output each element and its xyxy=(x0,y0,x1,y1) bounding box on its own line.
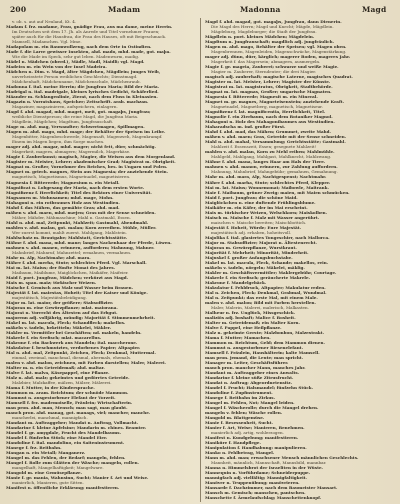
entry-continuation: Magnetnadel, Magnetberg, magnetisch, Magnetiseur. xyxy=(211,104,323,110)
dictionary-entry: Magie f. Zauberkunst; magisch, Magier, die Weisen aus dem Morgenland. xyxy=(6,154,176,160)
dictionary-entry: manch pron. mancher Mann, manches Jahr. xyxy=(205,365,306,371)
dictionary-entry: Malve f. lat. malva, Käsepappel, eine Pflanze. xyxy=(6,370,110,376)
dictionary-entry: Maische f. Gemisch aus Malz und Wasser beim Brauen. xyxy=(6,284,134,290)
entry-continuation: mangelhaft, Mangelhaftigkeit; Mangelware. xyxy=(12,465,104,471)
dictionary-entry: Mandarine f. kleine Apfelsine; Mandarin m. chines. Beamter. xyxy=(6,425,147,431)
dictionary-entry: Magen m. ahd. mago, mhd. mage; der Behälter der Speisen im Leibe. xyxy=(6,129,166,135)
dictionary-entry: Mangold m. Blattgemüse. xyxy=(205,415,265,421)
dictionary-entry: Mahd f. das Mähen, das gemähte Gras; ahd. mad. xyxy=(6,204,120,210)
entry-continuation: manierlich adj. artig, wohlerzogen. xyxy=(211,430,284,436)
dictionary-entry: Mandant m. Auftraggeber; Mandat n. Auftrag, Vollmacht. xyxy=(6,420,139,426)
dictionary-entry: Malheur n. frz. Unglück, Missgeschick. xyxy=(205,309,296,315)
dictionary-entry: Majorität f. Mehrheit; Minorität, Minderheit. xyxy=(205,249,309,255)
entry-continuation: Mäher, Mähder, Mähmaschine; Mahl n. Gastmahl, Essen. xyxy=(12,214,131,220)
dictionary-entry: Makel m. lat. macula, Fleck, Schande; makellos, rein. xyxy=(205,259,329,265)
dictionary-entry: Mais m. span. maiz; türkischer Weizen. xyxy=(6,279,97,285)
dictionary-entry: Manege f. frz. Reitbahn. xyxy=(6,445,62,451)
dictionary-entry: Mai m. lat. Maius; der fünfte Monat des Jahres. xyxy=(6,264,116,270)
dictionary-entry: Makler m. Vermittler bei Geschäften; nd. makeln, handeln. xyxy=(6,329,142,335)
dictionary-entry: mager adj. dünn, dürr, kärglich; magerer Boden, mageres Jahr. xyxy=(205,54,351,60)
dictionary-entry: Manöver n. Truppenübung; manövrieren. xyxy=(205,480,300,486)
dictionary-entry: malen v. ahd. malon; Bild mit Farben herstellen. xyxy=(205,299,316,305)
dictionary-entry: Manege f. Reitbahn im Zirkus. xyxy=(205,395,276,401)
dictionary-entry: Magie f. gr. mageia, Zauberei; schwarze und weiße Magie. xyxy=(205,64,339,70)
dictionary-entry: Mähre f. ahd. merha, Stute; schlechtes Pferd. Vgl. Marschall. xyxy=(6,259,147,265)
entry-continuation: Im Deutschen seit dem 17. Jh. als Anrede und Titel vornehmer Frauen; xyxy=(12,29,160,35)
dictionary-entry: Maharadscha m. ind. großer Fürst. xyxy=(205,124,286,130)
dictionary-entry: mähen v. ahd. maen, mhd. mæjen; Gras mit der Sense schneiden. xyxy=(6,209,156,215)
entry-continuation: unverheiratete Person weiblichen Geschlechts; Dienstmagd. xyxy=(12,74,138,80)
dictionary-entry: Mage m. ahd. mag, Verwandter; Schwertmagen, Spillmagen. xyxy=(6,124,145,130)
dictionary-entry: Maniküre f. Handpflege. xyxy=(205,440,261,446)
dictionary-entry: Majoran m. Gewürzpflanze, Wurstkraut. xyxy=(205,244,297,250)
dictionary-entry: Majorat n. Vorrecht des Ältesten auf das Erbgut. xyxy=(6,309,118,315)
dictionary-entry: Mannequin n. Vorführdame; Schneiderpuppe. xyxy=(205,470,311,476)
dictionary-entry: mahlen v. ahd. malan, got. malan; Korn zerreiben. Mühle, Müller. xyxy=(6,224,157,230)
dictionary-entry: Magsamen m. Mohnsamen; mhd. mage, Mohn. xyxy=(6,194,114,200)
dictionary-entry: mahnen v. ahd. manon, erinnern, zur Zahlung auffordern. xyxy=(205,164,338,170)
entry-continuation: Magenbrennen, Magenleiden, Magenschwäche, Magenstärkung. xyxy=(211,49,347,55)
dictionary-entry: Mammut n. ausgestorbener Elefant der Vorzeit. xyxy=(6,395,116,401)
dictionary-entry: Malz n. ahd. malz; gekeimtes und gedörrtes Getreide. xyxy=(6,375,130,381)
entry-continuation: weibliche Dienstperson; die reine Magd, die Jungfrau Maria. xyxy=(12,114,139,120)
dictionary-entry: Magnifizenz f. Herrlichkeit; Titel des Rektors einer Universität. xyxy=(6,189,152,195)
dictionary-entry: Magazin n. Vorratshaus, Speicher; Zeitschrift. arab. machzan. xyxy=(6,99,149,105)
column-divider xyxy=(200,18,201,502)
dictionary-entry: Mamsell f. Fräulein, Haushälterin; kalte Mamsell. xyxy=(205,350,320,356)
entry-continuation: majestätisch, Majestätsbeleidigung. xyxy=(12,294,87,300)
dictionary-entry: Magistrat m. lat. magistratus, Obrigkeit, Stadtbehörde. xyxy=(205,84,333,90)
dictionary-entry: Mammon m. aram. Reichtum; der schnöde Mammon. xyxy=(6,390,129,396)
dictionary-entry: Magen m. ahd. mago, Behälter der Speisen; vgl. Magen oben. xyxy=(205,44,347,50)
dictionary-entry: Magdtum n. Jungfrauschaft; magdlich adj. jungfräulich. xyxy=(205,39,335,45)
dictionary-entry: Mandel f. Frucht; Halsmandel; fünfzehn Stück. xyxy=(205,385,313,391)
dictionary-entry: magisch adj. zauberhaft; magische Laterne, magisches Quadrat. xyxy=(205,74,353,80)
entry-continuation: Mädchenhaft, Mädchenname, Mädchenschule, Mädchenraub. xyxy=(12,79,141,85)
dictionary-entry: Mahl n. ahd. mahal, Versammlung; Gerichtsstätte; Gastmahl. xyxy=(205,139,346,145)
entry-continuation: später auch für die Hausfrau, die Frau des Hauses, oft mit Beigeschmack. xyxy=(12,34,167,40)
entry-continuation: Maibaum, Maiblume, Maiglöckchen, Maikäfer, Maifeier. xyxy=(12,269,129,275)
dictionary-entry: Mangel f. Wäscherolle; durch die Mangel drehen. xyxy=(205,405,319,411)
dictionary-entry: Magnolie f. ein Zierbaum, nach dem Botaniker Magnol. xyxy=(205,114,333,120)
dictionary-entry: Maie f. Maibaum, grüner Zweig; maien, mit Maien schmücken. xyxy=(205,189,350,195)
dictionary-entry: Mäander m. Schlangenlinie, Zierat, nach dem Fluss in Kleinasien. xyxy=(6,94,158,100)
dictionary-entry: mäkeln v. tadeln, bekritteln; Mäkelei, Mäkler. xyxy=(6,324,112,330)
dictionary-entry: Mahagoni n. Holz des Mahagonibaumes aus Westindien. xyxy=(205,119,335,125)
dictionary-entry: Magnesia f. Bittererde; Magnesium n. ein Metall. xyxy=(6,179,120,185)
entry-continuation: Magaziner, magazinieren, aufspeichern, einlagern. xyxy=(12,104,118,110)
entry-continuation: Magier m. Zauberer, Sterndeuter; die drei Magier. xyxy=(211,69,317,75)
dictionary-entry: man pron. jemand, die Leute; man spricht. xyxy=(205,355,304,361)
dictionary-entry: Magnet m. griech. magnes, Stein aus Magnesia; der anziehende Stein. xyxy=(6,169,169,175)
dictionary-entry: Madapolam m. ein Baumwollzeug, nach dem Orte in Ostindien. xyxy=(6,44,152,50)
dictionary-entry: mager adj. ahd. magar, mhd. mager; nicht fett, dürr, schmächtig. xyxy=(6,144,156,150)
dictionary-entry: Mahlschatz m. Brautgabe; Mahlstatt, Gerichtsstätte. xyxy=(6,234,128,240)
dictionary-entry: Magnat m. lat. magnas, Großer; ungarische Magnaten. xyxy=(205,89,332,95)
dictionary-entry: Manifest n. Kundgebung; manifestieren. xyxy=(205,435,299,441)
dictionary-entry: Mahr m. ahd. mara, Alp, Nachtgespenst; Nachtmahr. xyxy=(205,174,327,180)
text-column-right xyxy=(205,19,393,501)
dictionary-entry: Mamsell f. frz. mademoiselle, Fräulein; Wirtschafterin. xyxy=(6,400,133,406)
page-number: 200 xyxy=(10,5,27,14)
dictionary-entry: mäkeln v. tadeln, nörgeln; Mäkelei, mäklig. xyxy=(205,264,305,270)
dictionary-entry: Makulatur f. beschmutztes, verdorbenes Papier; Altpapier. xyxy=(6,345,141,351)
dictionary-entry: Mahl n. ahd. mal, Zeitpunkt, Mahlzeit; Gastmahl, Abendmahl. xyxy=(6,219,149,225)
dictionary-entry: Mahd f. ahd. mad, das Mähen; Grummet, zweite Mahd. xyxy=(205,129,331,135)
dictionary-entry: Makulatur f. Fehldruck, Altpapier; Makulatur reden. xyxy=(205,284,326,290)
dictionary-entry: Manschette f. Ärmelaufschlag; Manschettenknopf. xyxy=(205,495,322,501)
dictionary-entry: Magd f. ahd. magad, mhd. maget, meit, got. magaþs, Jungfrau; xyxy=(6,109,151,115)
dictionary-entry: Malter m. n. ein Getreidemaß; ahd. maltar. xyxy=(6,365,105,371)
dictionary-entry: Mansch m. Gemisch; manschen, pantschen. xyxy=(205,490,306,496)
dictionary-entry: mahlen v. ahd. malan, Korn zu Mehl reiben; Mahlmühle. xyxy=(205,149,335,155)
dictionary-entry: Maisch m. Maische f. Malz mit Wasser angerührt. xyxy=(205,214,320,220)
dictionary-entry: Manier f. Art, Weise; Manieren, Benehmen. xyxy=(205,425,305,431)
dictionary-entry: Makel m. lat. macula, Fleck; Schandfleck; makellos. xyxy=(6,319,126,325)
dictionary-entry: Majestät f. lat. maiestas, Hoheit; Titel der Kaiser und Könige. xyxy=(6,289,148,295)
entry-continuation: manierlich, Manieren, gute Sitten. xyxy=(12,480,84,486)
dictionary-entry: Madam f. frz. madame, Frau, gnädige Frau, aus ma dame, meine Herrin. xyxy=(6,24,173,30)
dictionary-entry: Manie f. Besessenheit, Sucht. xyxy=(205,420,273,426)
dictionary-entry: Majuskel f. großer Anfangsbuchstabe. xyxy=(205,254,293,260)
dictionary-entry: Magnificat n. Lobgesang der Maria, nach dem ersten Worte. xyxy=(6,184,145,190)
dictionary-entry: Manie f. gr. mania, Wahnsinn, Sucht; Manier f. Art und Weise. xyxy=(6,475,149,481)
dictionary-entry: Magd f. ahd. magad, got. magaþs, Jungfrau, dann Dienerin. xyxy=(205,19,342,24)
dictionary-entry: Mama f. Mutter, in der Kindersprache. xyxy=(6,385,95,391)
dictionary-entry: Major m. Stabsoffizier; Majorat n. Ältestenrecht. xyxy=(205,239,317,245)
dictionary-entry: mannigfach adj. vielfältig; Mannigfaltigkeit. xyxy=(205,475,307,481)
dictionary-entry: Mal n. Zeitpunkt; das erste Mal, mit einem Male. xyxy=(205,294,318,300)
dictionary-entry: Mandant m. Auftraggeber eines Anwalts. xyxy=(205,370,300,376)
entry-continuation: Wie die Made im Speck, sehr gut leben. Madenwurm, madig. xyxy=(12,54,140,60)
dictionary-entry: Mahagoni n. ein rotbraunes Holz aus Westindien. xyxy=(6,199,120,205)
entry-continuation: majestätisch adj. erhaben, hoheitsvoll. xyxy=(211,229,292,235)
running-header xyxy=(0,0,400,18)
dictionary-entry: Manna n. Himmelsbrot der Israeliten in der Wüste. xyxy=(205,465,323,471)
entry-continuation: Magerkeit f. das Magersein; abmagern, ausmergeln. xyxy=(211,59,321,65)
dictionary-entry: Malve f. Pappel, eine Heilpflanze. xyxy=(205,324,282,330)
dictionary-entry: manch pron. ahd. manag, got. manags, viel; mancher, manche. xyxy=(6,410,151,416)
header-guide-word-left: Madam xyxy=(108,5,141,14)
entry-continuation: Mägdeburg, Magdeburger; die Stadt der Jungfrau. xyxy=(211,29,317,35)
dictionary-entry: man pron. ahd. man, Mensch; man sagt, man glaubt. xyxy=(6,405,128,411)
entry-continuation: Magenbitter, Magenbeschwerde, Magensaft, Magenweh, Magenkrampf. xyxy=(12,134,163,140)
dictionary-entry: Manifest n. öffentliche Erklärung; manifestieren. xyxy=(6,485,120,491)
entry-continuation: Mahnung, Mahnbrief, Mahngebühr; gemahnen, Gemahnung. xyxy=(211,169,338,175)
dictionary-entry: Mammut n. ausgestorbener Riesenelefant. xyxy=(205,345,303,351)
entry-continuation: magnetisch, Magnetismus, Magnetnadel, magnetisieren. xyxy=(12,174,131,180)
entry-continuation: einmal, zweimal, manchmal, diesmal, abermals, ehemals. xyxy=(12,355,132,361)
entry-continuation: Mamsell, Madamchen. Vgl. Mme. xyxy=(12,39,82,45)
dictionary-entry: Manko n. Fehlbetrag, Mangel. xyxy=(205,450,275,456)
dictionary-entry: Mähne f. ahd. mana, langes Haar am Hals der Tiere. xyxy=(205,159,326,165)
dictionary-entry: Magister m. lat. Meister, Lehrer; Magister der Künste. xyxy=(205,79,331,85)
dictionary-entry: Makrele f. ein Seefisch; geräucherte Makrele. xyxy=(205,274,311,280)
dictionary-entry: Mangold m. eine Gemüsepflanze. xyxy=(6,470,83,476)
entry-continuation: maischen v. Maische bereiten; Maischbottich. xyxy=(211,219,307,225)
dictionary-entry: Mangel f. Rolle zum Glätten der Wäsche; mangeln, rollen. xyxy=(6,460,139,466)
dictionary-entry: mangeln v. fehlen; Wäsche rollen. xyxy=(205,410,283,416)
dictionary-entry: Mandoline f. ital. mandolino, ein Saiteninstrument. xyxy=(6,440,125,446)
dictionary-entry: Mandat n. Auftrag; Abgeordnetensitz. xyxy=(205,380,293,386)
dictionary-entry: Manipulation f. Handhabung; manipulieren. xyxy=(205,445,307,451)
dictionary-entry: Manager m. Leiter, Geschäftsführer. xyxy=(205,360,289,366)
dictionary-entry: malen v. ahd. malon, zeichnen, mit Farben darstellen; Maler, Malerei. xyxy=(6,360,166,366)
dictionary-entry: Maikäfer m. ein Käfer, der im Mai erscheint. xyxy=(205,204,308,210)
entry-continuation: v. ob. s. aut auf Neuland, Kt. 4. xyxy=(12,19,77,24)
entry-continuation: Maler, Malerin, Malerei, malerisch, Malkasten. xyxy=(211,304,309,310)
dictionary-entry: Mandel f. gr. amygdale, Frucht des Mandelbaums. xyxy=(6,430,122,436)
dictionary-entry: Made f. die Larve gewisser Insekten, ahd. mado, mhd. made, got. maþa. xyxy=(6,49,171,55)
dictionary-entry: Magister m. Meister, Lehrer; akademischer Grad; Magistrat m. Obrigkeit. xyxy=(6,159,176,165)
dictionary-entry: Mammon m. Reichtum, Geld; dem Mammon dienen. xyxy=(205,340,325,345)
dictionary-entry: Mangel m. Fehlen, Not; Mangel leiden. xyxy=(205,400,295,406)
dictionary-entry: Magnat m. Großer, Vornehmer des Reiches, bes. in Ungarn und Polen. xyxy=(6,164,168,170)
entry-continuation: Mahlzeit f. Essenszeit, Essen; gesegnete Mahlzeit! xyxy=(211,144,317,150)
dictionary-entry: Mama f. Mutter; Mamachen. xyxy=(205,334,271,340)
dictionary-entry: Madeira m. ein Wein von der Insel Madeira. xyxy=(6,64,107,70)
dictionary-entry: Mahr m. Alp, Nachtmahr; ahd. mara. xyxy=(6,254,91,260)
dictionary-entry: Magnifizenz f. lat. magnificentia, Herrlichkeit, Titel. xyxy=(205,109,326,115)
entry-continuation: Mahnbrief, Mahnruf, Mahnzettel; ermahnen, vermahnen. xyxy=(12,249,132,255)
dictionary-entry: Mandoline f. Zupfinstrument. xyxy=(205,390,273,396)
dictionary-entry: Majolika f. ital. glasiertes Tongeschirr, nach Mallorca. xyxy=(205,234,330,240)
entry-continuation: Wer zuerst kommt, mahlt zuerst. Mahlgang, Mahlstein. xyxy=(12,229,127,235)
dictionary-entry: Mandarine f. kleine süße Zitrusfrucht. xyxy=(205,375,294,381)
dictionary-entry: Mal n. Zeichen, Fleck; Denkmal, Grabmal, Wundmal. xyxy=(205,289,327,295)
entry-continuation: mancherlei, manchmal, mannigfach. xyxy=(12,415,88,421)
dictionary-entry: Makrone f. ein Backwerk aus Mandeln; ital. maccherone. xyxy=(6,340,138,345)
dictionary-entry: Mandel f. fünfzehn Stück; eine Mandel Eier. xyxy=(6,435,108,441)
dictionary-entry: Magnesia f. Bittererde; Magnesit m. ein Mineral. xyxy=(205,94,318,100)
text-column-left xyxy=(6,19,194,501)
dictionary-entry: Madrigal n. ital. madrigale, kleines lyrisches Gedicht, Schäferlied. xyxy=(6,89,159,95)
entry-continuation: Die Magd des Herrn; Magd und Knecht; Mägde, Mägdlein. xyxy=(211,24,334,30)
entry-continuation: Malzbier, Malzkaffee, mälzen, Mälzer, Mälzerei. xyxy=(12,380,112,386)
dictionary-entry: Maid f. poet. Jungfrau, Mädchen; verkürzt aus Magd. xyxy=(6,274,129,280)
dictionary-entry: Maid f. poet. Jungfrau; die schöne Maid. xyxy=(205,194,298,200)
dictionary-entry: Magnet m. gr. magnes, Magneteisenstein; anziehende Kraft. xyxy=(205,99,345,105)
dictionary-entry: Mai m. lat. Maius; Wonnemonat; Maibowle, Maitrank. xyxy=(205,184,329,190)
dictionary-entry: mähen v. ahd. maen; Gras, Getreide mit der Sense schneiden. xyxy=(205,134,347,140)
entry-continuation: Mahlgeld, Mahlgang, Mahlgast, Mahlknecht, Mahlzwang. xyxy=(211,154,332,160)
entry-continuation: Einem im Magen liegen, ihm Sorge machen. xyxy=(12,139,105,145)
dictionary-entry: Major m. lat. maior, der größere; Stabsoffizier. xyxy=(6,299,114,305)
dictionary-entry: Maiglöckchen n. eine duftende Frühlingsblume. xyxy=(205,199,316,205)
dictionary-entry: Mangel m. das Fehlen, der Bedarf; mangeln, fehlen. xyxy=(6,455,126,461)
dictionary-entry: Makler m. Geschäftsvermittler; Maklergebühr, Courtage. xyxy=(205,269,337,275)
dictionary-entry: Madonna f. ital. meine Herrin; die Jungfrau Maria; Bild der Maria. xyxy=(6,84,160,90)
dictionary-entry: Malter m. Getreidemaß; ein Malter Korn. xyxy=(205,319,300,325)
dictionary-entry: Majoran m. eine Gewürzpflanze; mlat. maiorana. xyxy=(6,304,118,310)
dictionary-entry: mahnen v. ahd. manen, erinnern, auffordern; Mahnung, Mahner. xyxy=(6,244,155,250)
dictionary-entry: Makrele f. ein Seefisch; mlat. macarellus. xyxy=(6,334,102,340)
dictionary-entry: Mangan n. ein Metall; Manganerz. xyxy=(6,450,86,456)
entry-continuation: Magerkeit, magern, abmagern; Magermilch, Magerkäse. xyxy=(12,149,131,155)
dictionary-entry: Mais m. türkischer Weizen, Welschkorn; Maiskolben. xyxy=(205,209,328,215)
entry-continuation: Mägdlein, Mägdchen; Magdtum, Jungfrauschaft. xyxy=(12,119,114,125)
dictionary-entry: Majestät f. Hoheit, Würde; Eure Majestät. xyxy=(205,224,302,230)
dictionary-entry: Mal n. ahd. mal, Zeitpunkt, Zeichen, Fleck; Denkmal, Muttermal. xyxy=(6,350,156,356)
dictionary-entry: maliziös adj. boshaft; Malice f. Bosheit. xyxy=(205,314,296,320)
dictionary-entry: Makrone f. Mandelgebäck. xyxy=(205,279,267,285)
dictionary-entry: Mann m. ahd. man; erwachsener Mensch männlichen Geschlechts. xyxy=(205,455,359,461)
dictionary-entry: Mädchen n. Dim. v. Magd, älter Mägdchen, Mägdlein; junges Weib, xyxy=(6,69,161,75)
dictionary-entry: Mägdlein n. poet. kleines Mädchen; Mägdelein. xyxy=(205,34,315,40)
dictionary-entry: Mansarde f. Dachzimmer, nach dem Baumeister Mansart. xyxy=(205,485,338,491)
entry-continuation: Mannheit, männlich, Mannschaft, Mannsbild, mannbar. xyxy=(211,460,327,466)
dictionary-entry: Mädel n. Mädchen (oberd.), Mädle, Madl, Maidli; vgl. Magd. xyxy=(6,59,145,65)
header-guide-word-right: Magd xyxy=(362,5,387,14)
dictionary-entry: Malz n. gekeimte Gerste; Malzbonbon, Malzextrakt. xyxy=(205,329,325,335)
dictionary-entry: Mähre f. ahd. marha, Stute; schlechtes Pferd, Klepper. xyxy=(205,179,331,185)
header-guide-word-middle: Madonna xyxy=(240,5,281,14)
dictionary-entry: majorenn adj. volljährig, mündig; Majorität f. Stimmenmehrheit. xyxy=(6,314,156,320)
dictionary-entry: Mähne f. ahd. mana, mhd. mane; langes Nackenhaar der Pferde, Löwen. xyxy=(6,239,172,245)
